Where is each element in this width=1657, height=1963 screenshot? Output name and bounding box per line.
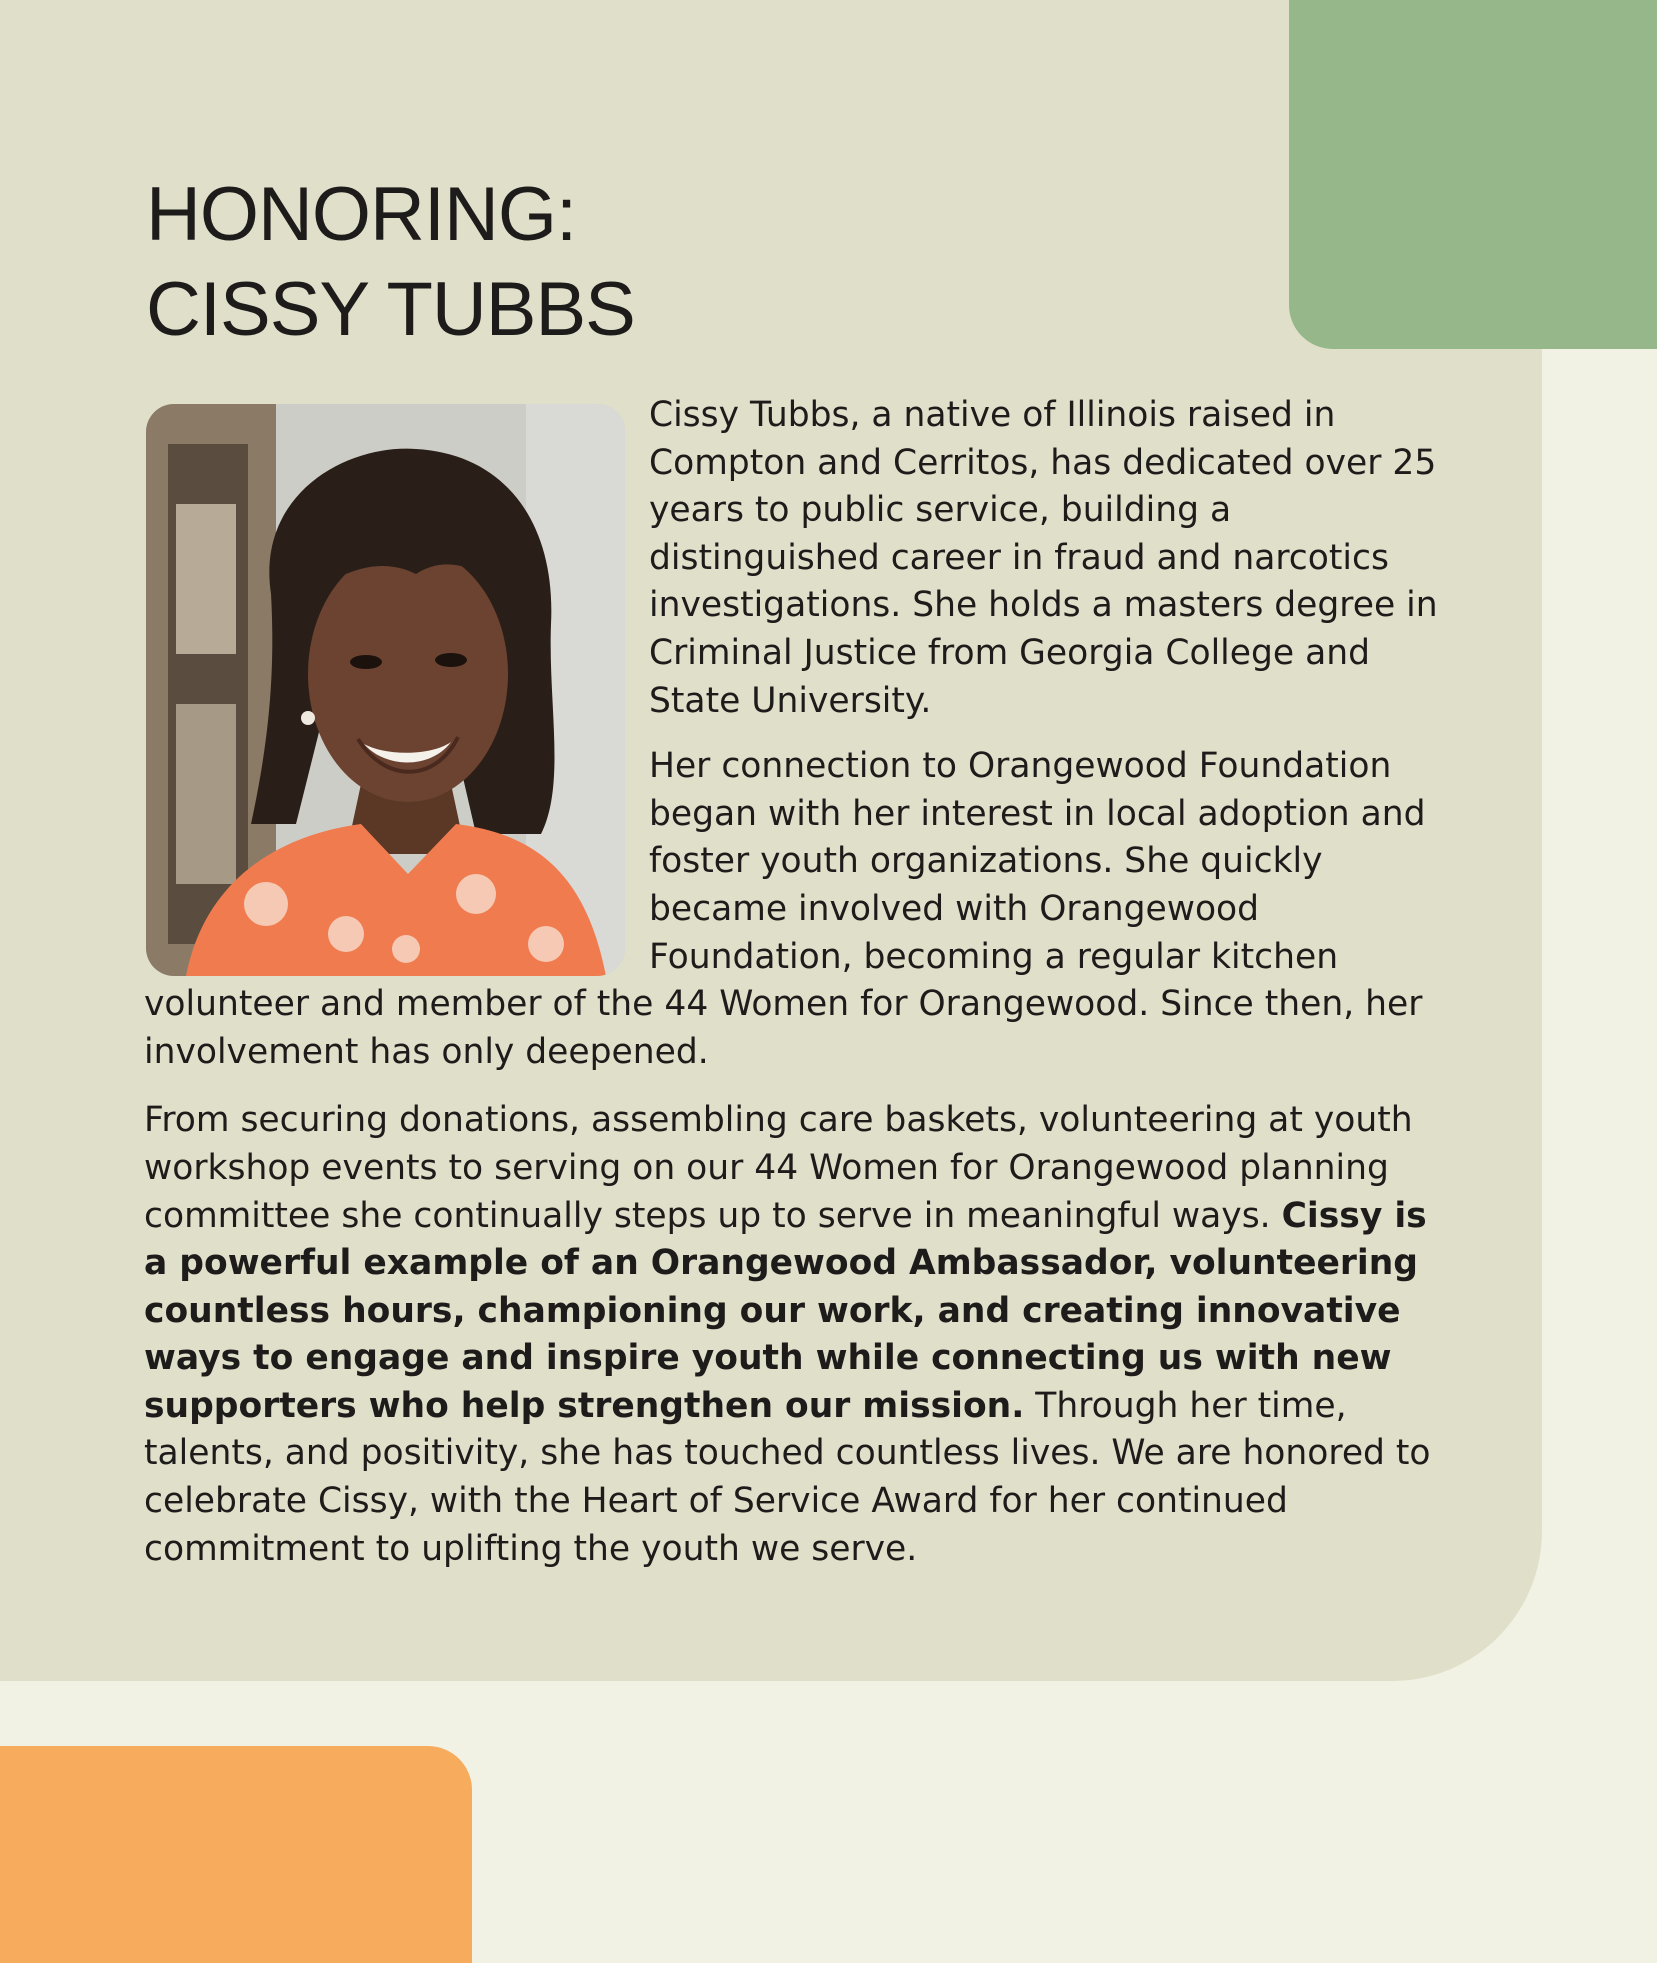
page-title [146,167,635,357]
paragraph-background: Cissy Tubbs, a native of Illinois raised in Compton and Cerritos, has dedicated over 25 years to public service, building a distinguished career in fraud and narcotics investigations. She holds a masters degree in Criminal Justice from Georgia College and State University. [649,395,1438,721]
title-line-honoring: HONORING: [146,172,577,257]
paragraph-contributions-highlight: Cissy is a powerful example of an Orangewood Ambassador, volunteering countless hours, championing our work, and creating innovative ways to engage and inspire youth while connecting us with new supporters who help strengthen our mission. [144,1195,1427,1426]
green-accent-block [1289,0,1657,349]
photo-wrap-spacer [144,392,649,976]
paragraph-connection: Her connection to Orangewood Foundation began with her interest in local adoption and foster youth organizations. She quickly became involved with Orangewood Foundation, becoming a regular kitchen volunteer and member of the 44 Women for Orangewood. Since then, her involvement has only deepened. [144,746,1426,1072]
paragraph-contributions-start: From securing donations, assembling care baskets, volunteering at youth workshop events to serving on our 44 Women for Orangewood planning committee she continually steps up to serve in meaningful ways. [144,1100,1413,1236]
paragraph-contributions [144,1097,1450,1573]
paragraph-contributions-end: Through her time, talents, and positivity, she has touched countless lives. We are honored to celebrate Cissy, with the Heart of Service Award for her continued commitment to uplifting the youth we serve. [144,1385,1431,1569]
orange-accent-block [0,1746,472,1963]
title-line-name: CISSY TUBBS [146,267,635,352]
article-body [144,392,1450,1573]
